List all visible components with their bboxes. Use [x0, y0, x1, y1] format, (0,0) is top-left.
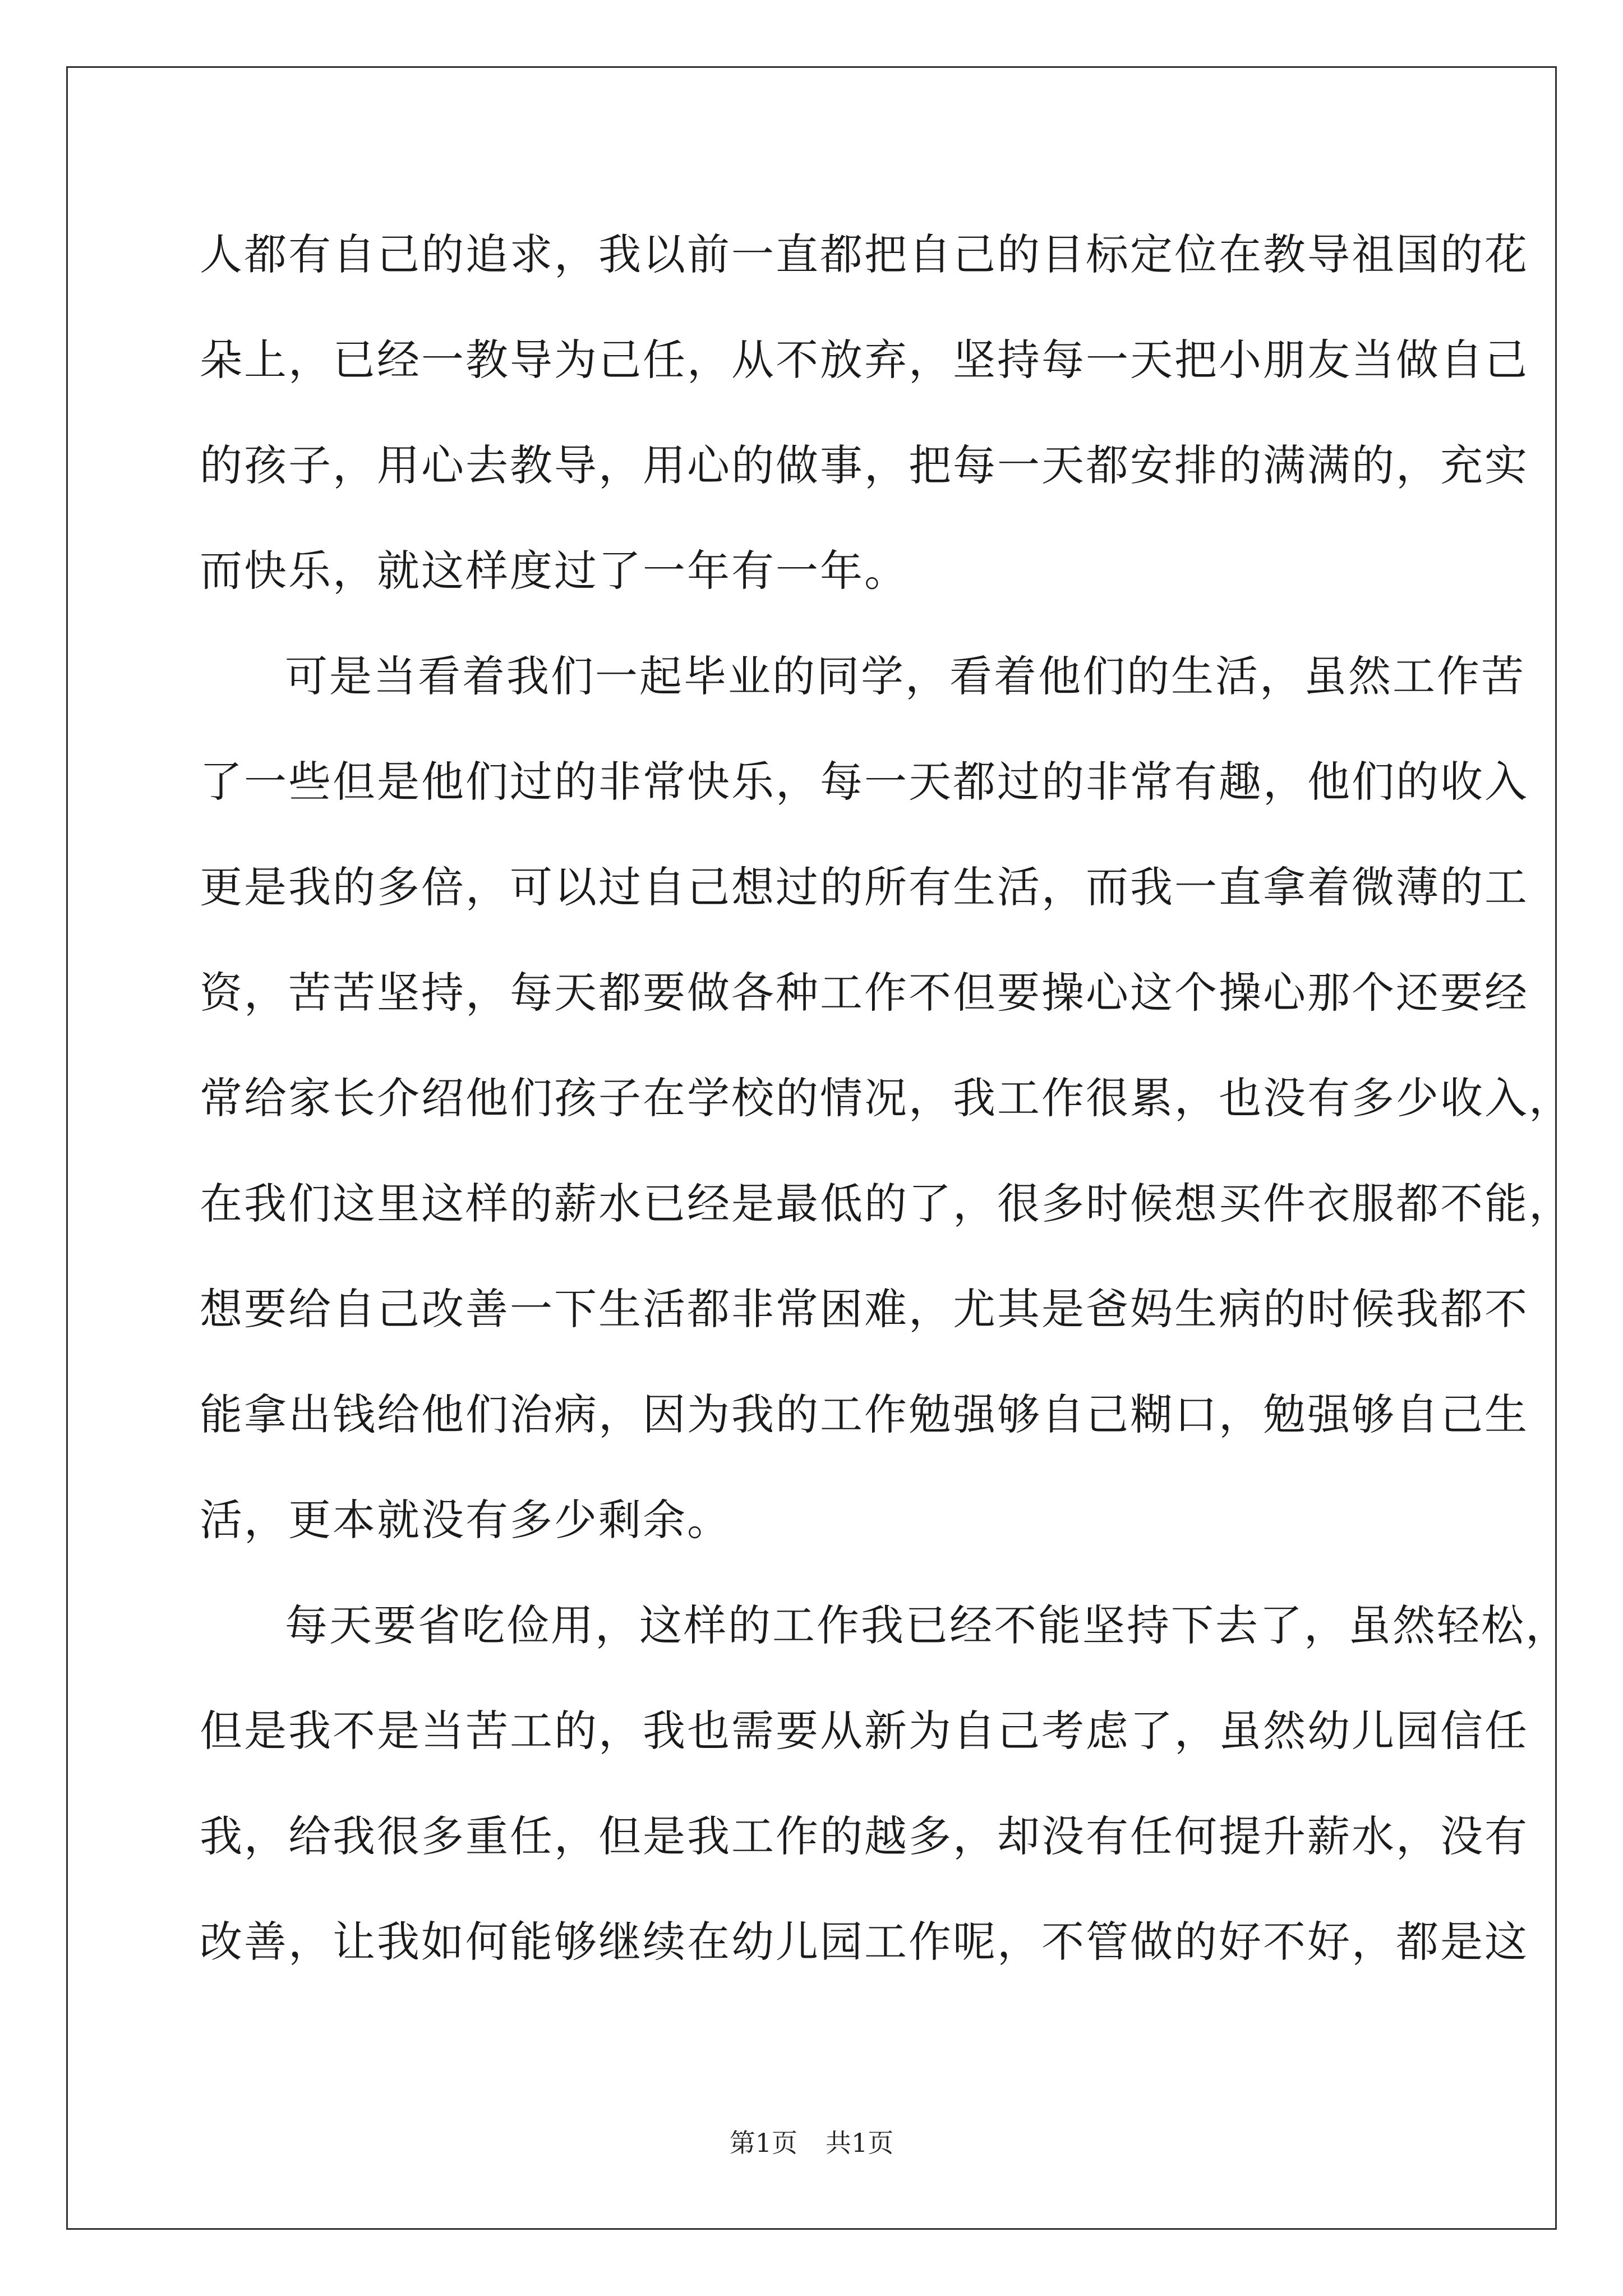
text-line: 我，给我很多重任，但是我工作的越多，却没有任何提升薪水，没有: [200, 1811, 1529, 1861]
text-line: 可是当看着我们一起毕业的同学，看着他们的生活，虽然工作苦: [285, 651, 1525, 701]
text-line: 资，苦苦坚持，每天都要做各种工作不但要操心这个操心那个还要经: [200, 968, 1529, 1018]
text-line: 想要给自己改善一下生活都非常困难，尤其是爸妈生病的时候我都不: [200, 1284, 1529, 1334]
page-number-current: 第1页: [729, 2128, 797, 2158]
page-footer: [0, 2126, 1623, 2160]
text-line: 的孩子，用心去教导，用心的做事，把每一天都安排的满满的，充实: [200, 440, 1529, 490]
text-line: 在我们这里这样的薪水已经是最低的了，很多时候想买件衣服都不能，: [200, 1179, 1573, 1228]
document-body: [200, 202, 1573, 1995]
text-line: 每天要省吃俭用，这样的工作我已经不能坚持下去了，虽然轻松，: [285, 1600, 1570, 1650]
text-line: 朵上，已经一教导为己任，从不放弃，坚持每一天把小朋友当做自己: [200, 335, 1529, 385]
text-line: 改善，让我如何能够继续在幼儿园工作呢，不管做的好不好，都是这: [200, 1917, 1529, 1967]
text-line: 但是我不是当苦工的，我也需要从新为自己考虑了，虽然幼儿园信任: [200, 1706, 1529, 1756]
text-line: 了一些但是他们过的非常快乐，每一天都过的非常有趣，他们的收入: [200, 757, 1529, 807]
text-line: 人都有自己的追求，我以前一直都把自己的目标定位在教导祖国的花: [200, 229, 1529, 279]
text-line: 常给家长介绍他们孩子在学校的情况，我工作很累，也没有多少收入，: [200, 1073, 1573, 1123]
text-line: 能拿出钱给他们治病，因为我的工作勉强够自己糊口，勉强够自己生: [200, 1389, 1529, 1439]
text-line: 活，更本就没有多少剩余。: [200, 1495, 731, 1545]
text-line: 而快乐，就这样度过了一年有一年。: [200, 546, 909, 596]
text-line: 更是我的多倍，可以过自己想过的所有生活，而我一直拿着微薄的工: [200, 862, 1529, 912]
page-number-total: 共1页: [826, 2128, 894, 2158]
